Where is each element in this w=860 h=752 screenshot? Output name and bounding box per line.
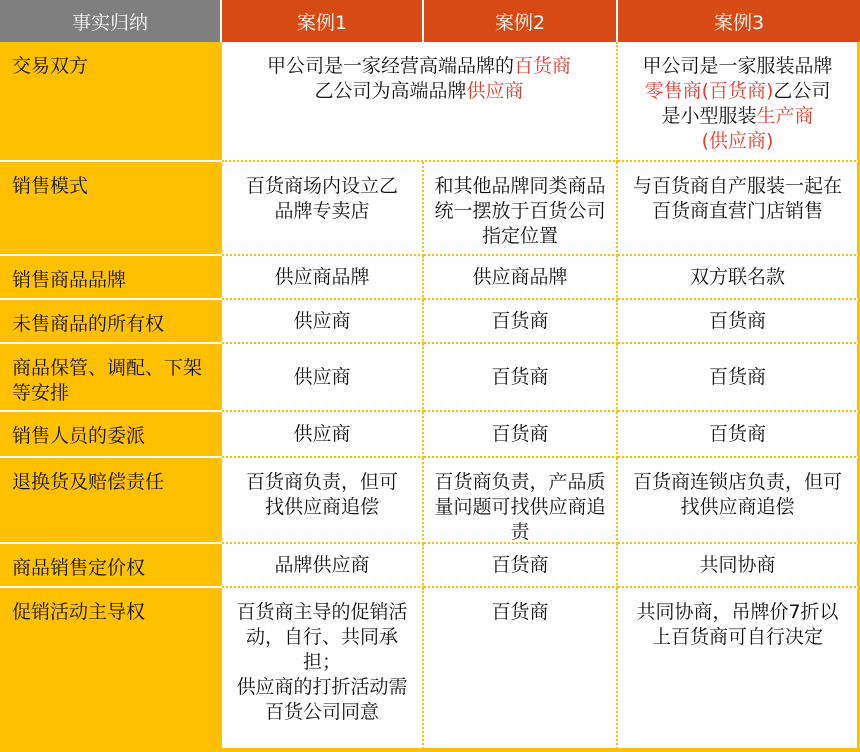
header-case-2: 案例2 — [424, 0, 618, 42]
header-case-1: 案例1 — [222, 0, 424, 42]
row-label-promotion: 促销活动主导权 — [0, 588, 222, 752]
parties-case-3 — [618, 42, 860, 162]
sales-mode-case-1: 百货商场内设立乙品牌专卖店 — [222, 162, 424, 256]
parties3-text-a: 甲公司是一家服装品牌 — [642, 55, 833, 77]
returns-case-2: 百货商负责，产品质量问题可找供应商追责 — [424, 458, 618, 544]
promotion-case-1-line-b: 供应商的打折活动需百货公司同意 — [236, 676, 408, 723]
parties-text-c: 乙公司为高端品牌 — [314, 80, 467, 102]
parties-highlight-department-store: 百货商 — [514, 55, 572, 77]
promotion-case-1 — [222, 588, 424, 752]
promotion-case-2: 百货商 — [424, 588, 618, 752]
row-label-brand: 销售商品品牌 — [0, 256, 222, 300]
pricing-case-3: 共同协商 — [618, 544, 860, 588]
staff-case-3: 百货商 — [618, 412, 860, 458]
parties-highlight-supplier: 供应商 — [466, 80, 524, 102]
promotion-case-3: 共同协商，吊牌价7折以上百货商可自行决定 — [618, 588, 860, 752]
promotion-case-1-line-a: 百货商主导的促销活动，自行、共同承担； — [236, 601, 408, 673]
ownership-case-1: 供应商 — [222, 300, 424, 344]
row-label-returns: 退换货及赔偿责任 — [0, 458, 222, 544]
row-label-sales-mode: 销售模式 — [0, 162, 222, 256]
parties3-text-d: 是小型服装 — [661, 105, 757, 127]
storage-case-2: 百货商 — [424, 344, 618, 412]
storage-case-3: 百货商 — [618, 344, 860, 412]
header-fact-summary: 事实归纳 — [0, 0, 222, 42]
parties3-highlight-retailer: 零售商(百货商) — [644, 80, 774, 102]
brand-case-3: 双方联名款 — [618, 256, 860, 300]
ownership-case-3: 百货商 — [618, 300, 860, 344]
row-label-storage: 商品保管、调配、下架等安排 — [0, 344, 222, 412]
returns-case-3: 百货商连锁店负责，但可找供应商追偿 — [618, 458, 860, 544]
row-label-parties: 交易双方 — [0, 42, 222, 162]
parties3-highlight-producer: 生产商 — [756, 105, 814, 127]
staff-case-2: 百货商 — [424, 412, 618, 458]
table-bottom-border — [222, 748, 860, 752]
parties-case-1-2 — [222, 42, 618, 162]
row-label-staff: 销售人员的委派 — [0, 412, 222, 458]
header-case-3: 案例3 — [618, 0, 860, 42]
parties3-text-c: 乙公司 — [773, 80, 831, 102]
brand-case-2: 供应商品牌 — [424, 256, 618, 300]
row-label-pricing: 商品销售定价权 — [0, 544, 222, 588]
ownership-case-2: 百货商 — [424, 300, 618, 344]
sales-mode-case-2: 和其他品牌同类商品统一摆放于百货公司指定位置 — [424, 162, 618, 256]
storage-case-1: 供应商 — [222, 344, 424, 412]
staff-case-1: 供应商 — [222, 412, 424, 458]
pricing-case-2: 百货商 — [424, 544, 618, 588]
pricing-case-1: 品牌供应商 — [222, 544, 424, 588]
sales-mode-case-3: 与百货商自产服装一起在百货商直营门店销售 — [618, 162, 860, 256]
parties3-highlight-supplier: (供应商) — [701, 130, 774, 152]
parties-text-a: 甲公司是一家经营高端品牌的 — [266, 55, 514, 77]
row-label-ownership: 未售商品的所有权 — [0, 300, 222, 344]
returns-case-1: 百货商负责，但可找供应商追偿 — [222, 458, 424, 544]
brand-case-1: 供应商品牌 — [222, 256, 424, 300]
